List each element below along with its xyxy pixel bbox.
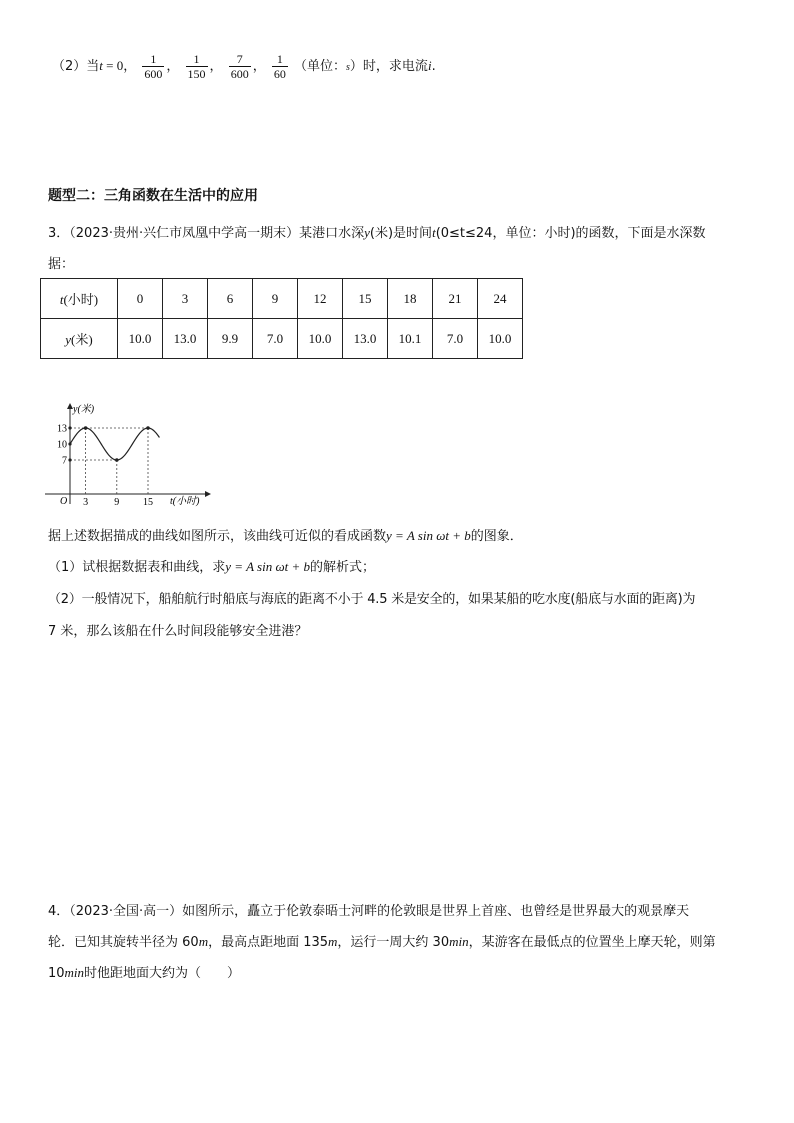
y-tick-10: 10 [57, 439, 67, 451]
table-cell: 3 [163, 279, 208, 319]
q2-part-line: （2）当t = 0， $\frac{1}{600}$ ， $\frac{1}{150}$ ， $\frac{7}{600}$ ， $\frac{1}{60}$ （单位：s）时，求电流i. [52, 52, 436, 81]
table-cell: 21 [433, 279, 478, 319]
table-row [41, 279, 523, 319]
table-cell: 10.0 [298, 319, 343, 359]
y-tick-7: 7 [62, 455, 67, 467]
data-point [84, 426, 88, 430]
fraction-2: $\frac{1}{150}$ [187, 52, 206, 81]
q3-part-2-line-2: 7 米，那么该船在什么时间段能够安全进港？ [48, 624, 308, 639]
table-cell: 13.0 [163, 319, 208, 359]
x-tick-3: 3 [83, 497, 89, 508]
fraction-4: $\frac{1}{60}$ [273, 52, 286, 81]
data-point [146, 426, 150, 430]
table-cell: 9.9 [208, 319, 253, 359]
x-axis-label: t(小时) [170, 496, 200, 507]
table-cell: 7.0 [433, 319, 478, 359]
axis-point [68, 442, 71, 445]
x-tick-9: 9 [114, 497, 120, 508]
q3-part-1: （1）试根据数据表和曲线，求y = A sin ωt + b的解析式； [48, 559, 376, 575]
table-cell: 6 [208, 279, 253, 319]
axis-point [68, 458, 71, 461]
q3-description: 据上述数据描成的曲线如图所示，该曲线可近似的看成函数y = A sin ωt + b的图象． [48, 528, 523, 544]
depth-graph [40, 398, 220, 510]
section-title: 题型二：三角函数在生活中的应用 [48, 188, 258, 204]
q3-part-2-line-1: （2）一般情况下，船舶航行时船底与海底的距离不小于 4.5 米是安全的，如果某船的吃水度(船底与水面的距离)为 [48, 592, 696, 607]
depth-data-table [40, 278, 523, 359]
q4-line-2: 轮．已知其旋转半径为 60m，最高点距地面 135m，运行一周大约 30min，某游客在最低点的位置坐上摩天轮，则第 [48, 934, 716, 950]
q3-line-1: 3．（2023·贵州·兴仁市凤凰中学高一期末）某港口水深y(米)是时间t(0≤t≤24，单位：小时)的函数，下面是水深数 [48, 225, 706, 241]
table-cell: 10.1 [388, 319, 433, 359]
table-row [41, 319, 523, 359]
table-cell: 13.0 [343, 319, 388, 359]
data-points [68, 426, 149, 462]
table-cell: 24 [478, 279, 523, 319]
y-axis-label: y(米) [73, 404, 95, 415]
data-point [115, 458, 119, 462]
q4-line-3: 10min时他距地面大约为（ ） [48, 965, 241, 981]
table-cell: 10.0 [118, 319, 163, 359]
table-cell: 18 [388, 279, 433, 319]
table-header-t: t(小时) [41, 279, 118, 319]
table-cell: 0 [118, 279, 163, 319]
sine-curve [70, 428, 159, 460]
table-cell: 9 [253, 279, 298, 319]
x-tick-15: 15 [143, 497, 153, 508]
table-header-y: y(米) [41, 319, 118, 359]
table-cell: 15 [343, 279, 388, 319]
table-cell: 12 [298, 279, 343, 319]
fraction-1: $\frac{1}{600}$ [144, 52, 163, 81]
y-tick-13: 13 [57, 423, 67, 435]
fraction-3: $\frac{7}{600}$ [230, 52, 249, 81]
origin-label: O [60, 496, 68, 507]
table-cell: 7.0 [253, 319, 298, 359]
table-cell: 10.0 [478, 319, 523, 359]
q3-line-2: 据： [48, 257, 75, 272]
axis-point [68, 426, 71, 429]
q4-line-1: 4．（2023·全国·高一）如图所示，矗立于伦敦泰晤士河畔的伦敦眼是世界上首座、也曾经是世界最大的观景摩天 [48, 904, 690, 919]
